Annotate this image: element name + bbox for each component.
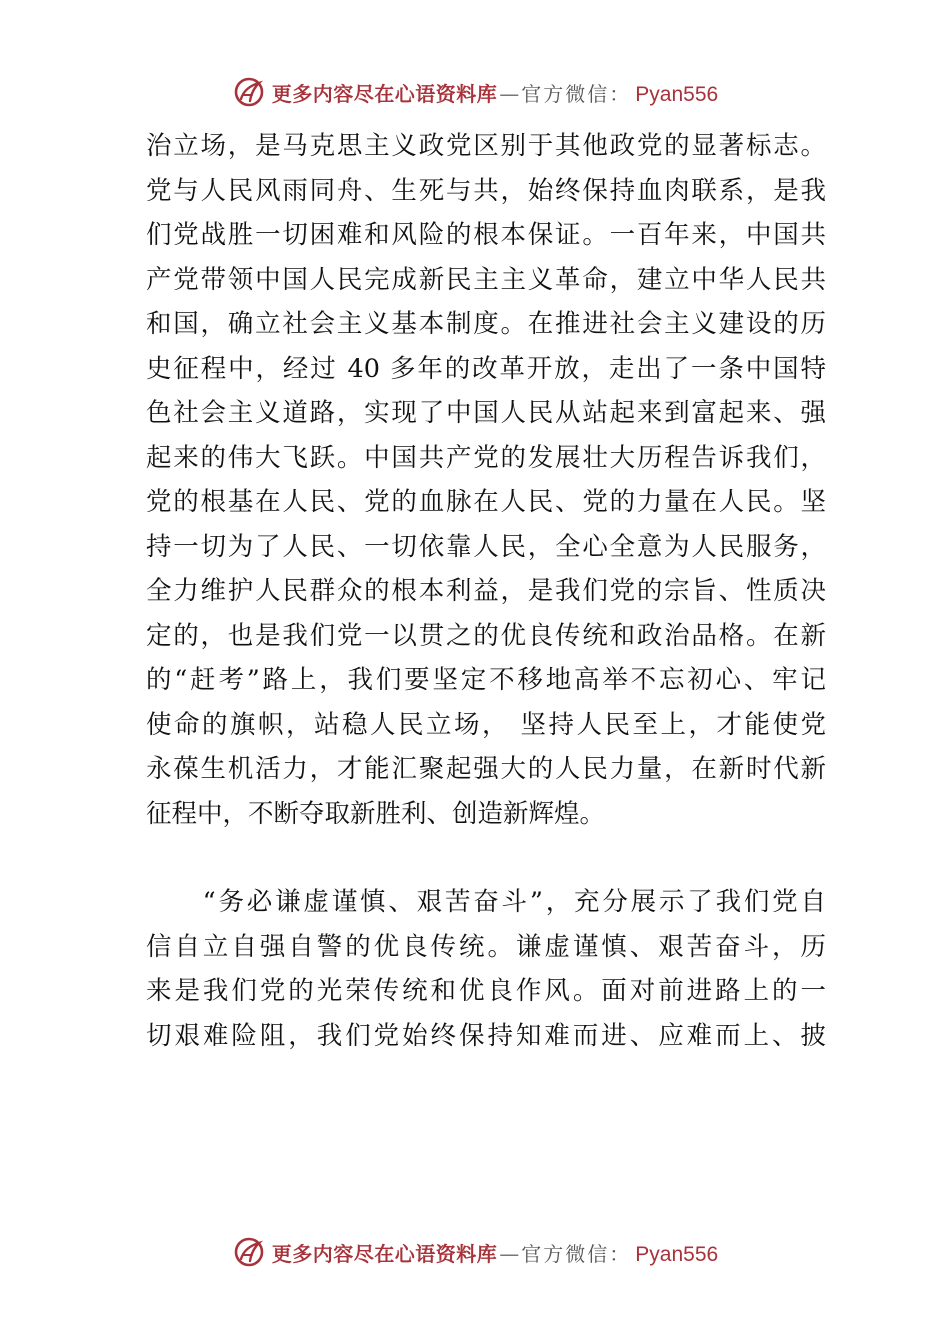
text-line: “务必谦虚谨慎、艰苦奋斗”，充分展示了我们党自 bbox=[146, 887, 826, 917]
footer-dash: — bbox=[499, 1241, 520, 1266]
header-channel: 官方微信： bbox=[521, 81, 632, 106]
text-line: 全力维护人民群众的根本利益，是我们党的宗旨、性质决 bbox=[146, 576, 826, 606]
header-watermark bbox=[0, 72, 950, 112]
paragraph-gap bbox=[146, 836, 826, 880]
footer-channel: 官方微信： bbox=[521, 1241, 632, 1266]
header-brand: 更多内容尽在心语资料库 bbox=[271, 81, 498, 106]
text-line: 色社会主义道路，实现了中国人民从站起来到富起来、强 bbox=[146, 398, 826, 428]
text-line: 来是我们党的光荣传统和优良作风。面对前进路上的一 bbox=[146, 976, 826, 1006]
paragraph bbox=[146, 124, 826, 836]
text-line: 治立场，是马克思主义政党区别于其他政党的显著标志。 bbox=[146, 131, 826, 161]
text-line: 持一切为了人民、一切依靠人民，全心全意为人民服务， bbox=[146, 531, 826, 562]
text-line: 切艰难险阻，我们党始终保持知难而进、应难而上、披 bbox=[146, 1020, 826, 1051]
text-line: 使命的旗帜，站稳人民立场， 坚持人民至上，才能使党 bbox=[146, 709, 826, 740]
text-line: 党与人民风雨同舟、生死与共，始终保持血肉联系，是我 bbox=[146, 175, 826, 206]
paragraph bbox=[146, 880, 826, 1058]
footer-brand: 更多内容尽在心语资料库 bbox=[271, 1241, 498, 1266]
header-watermark-text bbox=[272, 78, 718, 107]
text-line: 永葆生机活力，才能汇聚起强大的人民力量，在新时代新 bbox=[146, 754, 826, 784]
text-line: 征程中，不断夺取新胜利、创造新辉煌。 bbox=[146, 798, 606, 829]
header-account: Pyan556 bbox=[635, 82, 719, 106]
brand-logo-icon bbox=[232, 75, 266, 109]
footer-watermark-text bbox=[272, 1238, 718, 1267]
document-body bbox=[146, 124, 826, 1058]
footer-watermark bbox=[0, 1232, 950, 1272]
text-line: 信自立自强自警的优良传统。谦虚谨慎、艰苦奋斗，历 bbox=[146, 931, 826, 962]
text-line: 起来的伟大飞跃。中国共产党的发展壮大历程告诉我们， bbox=[146, 442, 826, 473]
text-line: 史征程中，经过 40 多年的改革开放，走出了一条中国特 bbox=[146, 353, 826, 384]
header-dash: — bbox=[499, 81, 520, 106]
text-line: 的“赶考”路上，我们要坚定不移地高举不忘初心、牢记 bbox=[146, 665, 826, 695]
footer-account: Pyan556 bbox=[635, 1242, 719, 1266]
brand-logo-icon bbox=[232, 1235, 266, 1269]
text-line: 产党带领中国人民完成新民主主义革命，建立中华人民共 bbox=[146, 264, 826, 295]
text-line: 定的，也是我们党一以贯之的优良传统和政治品格。在新 bbox=[146, 620, 826, 651]
text-line: 们党战胜一切困难和风险的根本保证。一百年来，中国共 bbox=[146, 220, 826, 250]
text-line: 和国，确立社会主义基本制度。在推进社会主义建设的历 bbox=[146, 309, 826, 339]
text-line: 党的根基在人民、党的血脉在人民、党的力量在人民。坚 bbox=[146, 487, 826, 517]
